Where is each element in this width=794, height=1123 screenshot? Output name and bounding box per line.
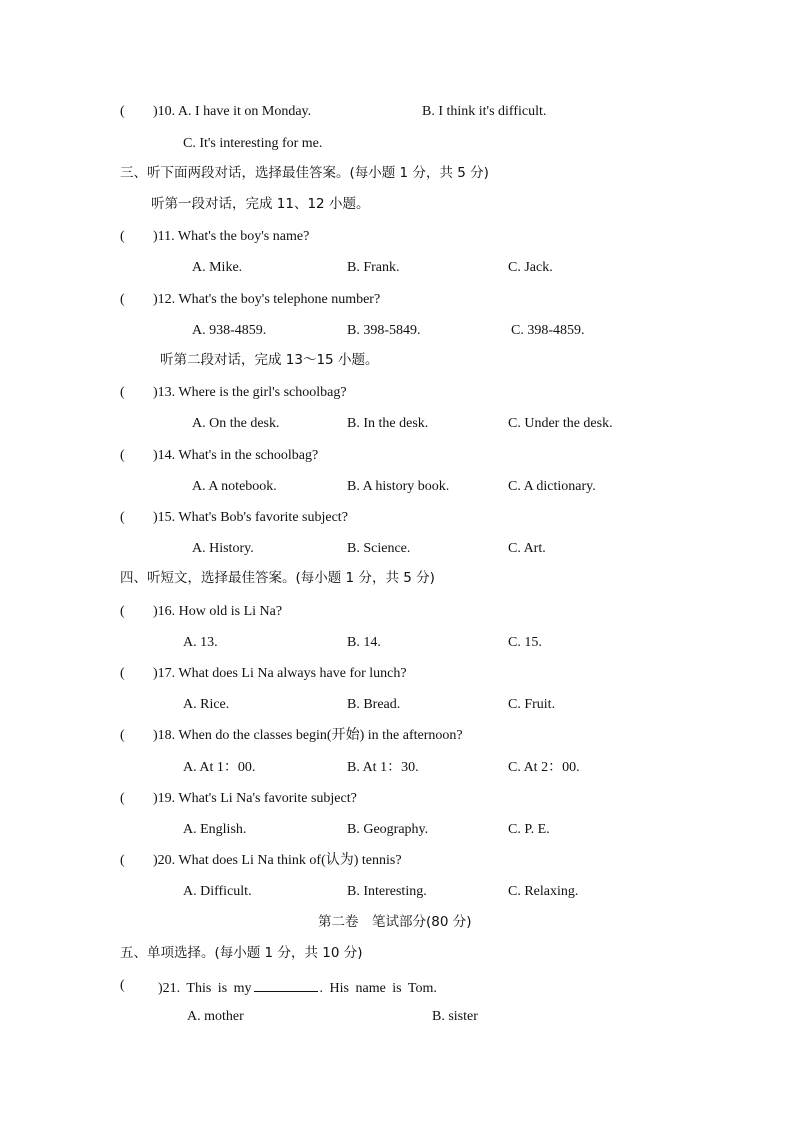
question-10-option-c: C. It's interesting for me. [183, 136, 323, 151]
question-15-stem: )15. What's Bob's favorite subject? [153, 510, 348, 525]
question-11-option-c: C. Jack. [508, 260, 553, 275]
question-17-option-c: C. Fruit. [508, 697, 556, 712]
answer-paren: ( [120, 104, 125, 119]
question-16-option-c: C. 15. [508, 635, 542, 650]
dialogue-2-instruction: 听第二段对话，完成 13～15 小题。 [160, 352, 379, 368]
question-17-option-b: B. Bread. [347, 697, 401, 712]
question-12-stem: )12. What's the boy's telephone number? [153, 292, 381, 307]
answer-paren: ( [120, 978, 125, 993]
question-20-option-a: A. Difficult. [183, 884, 252, 899]
question-20-stem: )20. What does Li Na think of(认为) tennis? [153, 853, 402, 868]
question-16-stem: )16. How old is Li Na? [153, 604, 283, 619]
question-21-option-b: B. sister [432, 1009, 478, 1024]
question-13-option-a: A. On the desk. [192, 416, 280, 431]
question-18-option-a: A. At 1：00. [183, 760, 256, 775]
question-15-option-a: A. History. [192, 541, 254, 556]
answer-paren: ( [120, 853, 125, 868]
question-20-option-b: B. Interesting. [347, 884, 427, 899]
question-18-stem: )18. When do the classes begin(开始) in the afternoon? [153, 728, 463, 743]
answer-paren: ( [120, 510, 125, 525]
question-11-option-a: A. Mike. [192, 260, 243, 275]
section-4-title: 四、听短文，选择最佳答案。(每小题 1 分，共 5 分) [120, 570, 435, 586]
question-21-stem-before-blank: )21. This is my [158, 981, 252, 996]
question-12-option-c: C. 398-4859. [511, 323, 585, 338]
question-14-option-c: C. A dictionary. [508, 479, 596, 494]
question-17-stem: )17. What does Li Na always have for lunch? [153, 666, 407, 681]
question-18-option-c: C. At 2：00. [508, 760, 580, 775]
question-19-option-c: C. P. E. [508, 822, 550, 837]
question-10-stem-option-a: )10. A. I have it on Monday. [153, 104, 312, 119]
question-21-stem-after-blank: . His name is Tom. [319, 981, 437, 996]
question-19-option-b: B. Geography. [347, 822, 429, 837]
dialogue-1-instruction: 听第一段对话，完成 11、12 小题。 [151, 196, 370, 212]
answer-paren: ( [120, 448, 125, 463]
answer-paren: ( [120, 666, 125, 681]
question-12-option-a: A. 938-4859. [192, 323, 267, 338]
question-11-option-b: B. Frank. [347, 260, 400, 275]
question-21-stem [158, 979, 437, 996]
answer-paren: ( [120, 229, 125, 244]
question-20-option-c: C. Relaxing. [508, 884, 579, 899]
question-21-option-a: A. mother [187, 1009, 244, 1024]
question-14-option-b: B. A history book. [347, 479, 450, 494]
section-5-title: 五、单项选择。(每小题 1 分，共 10 分) [120, 945, 363, 961]
question-18-option-b: B. At 1：30. [347, 760, 419, 775]
answer-paren: ( [120, 728, 125, 743]
question-15-option-b: B. Science. [347, 541, 411, 556]
answer-paren: ( [120, 292, 125, 307]
question-19-stem: )19. What's Li Na's favorite subject? [153, 791, 357, 806]
question-13-option-b: B. In the desk. [347, 416, 429, 431]
question-17-option-a: A. Rice. [183, 697, 230, 712]
question-14-stem: )14. What's in the schoolbag? [153, 448, 319, 463]
answer-paren: ( [120, 791, 125, 806]
question-14-option-a: A. A notebook. [192, 479, 277, 494]
question-19-option-a: A. English. [183, 822, 247, 837]
answer-paren: ( [120, 385, 125, 400]
answer-blank[interactable] [254, 979, 318, 992]
question-12-option-b: B. 398-5849. [347, 323, 421, 338]
question-10-option-b: B. I think it's difficult. [422, 104, 547, 119]
question-16-option-b: B. 14. [347, 635, 381, 650]
answer-paren: ( [120, 604, 125, 619]
question-11-stem: )11. What's the boy's name? [153, 229, 310, 244]
question-16-option-a: A. 13. [183, 635, 218, 650]
question-15-option-c: C. Art. [508, 541, 546, 556]
part-2-title: 第二卷 笔试部分(80 分) [318, 914, 472, 930]
question-13-option-c: C. Under the desk. [508, 416, 613, 431]
section-3-title: 三、听下面两段对话，选择最佳答案。(每小题 1 分，共 5 分) [120, 165, 489, 181]
question-13-stem: )13. Where is the girl's schoolbag? [153, 385, 347, 400]
